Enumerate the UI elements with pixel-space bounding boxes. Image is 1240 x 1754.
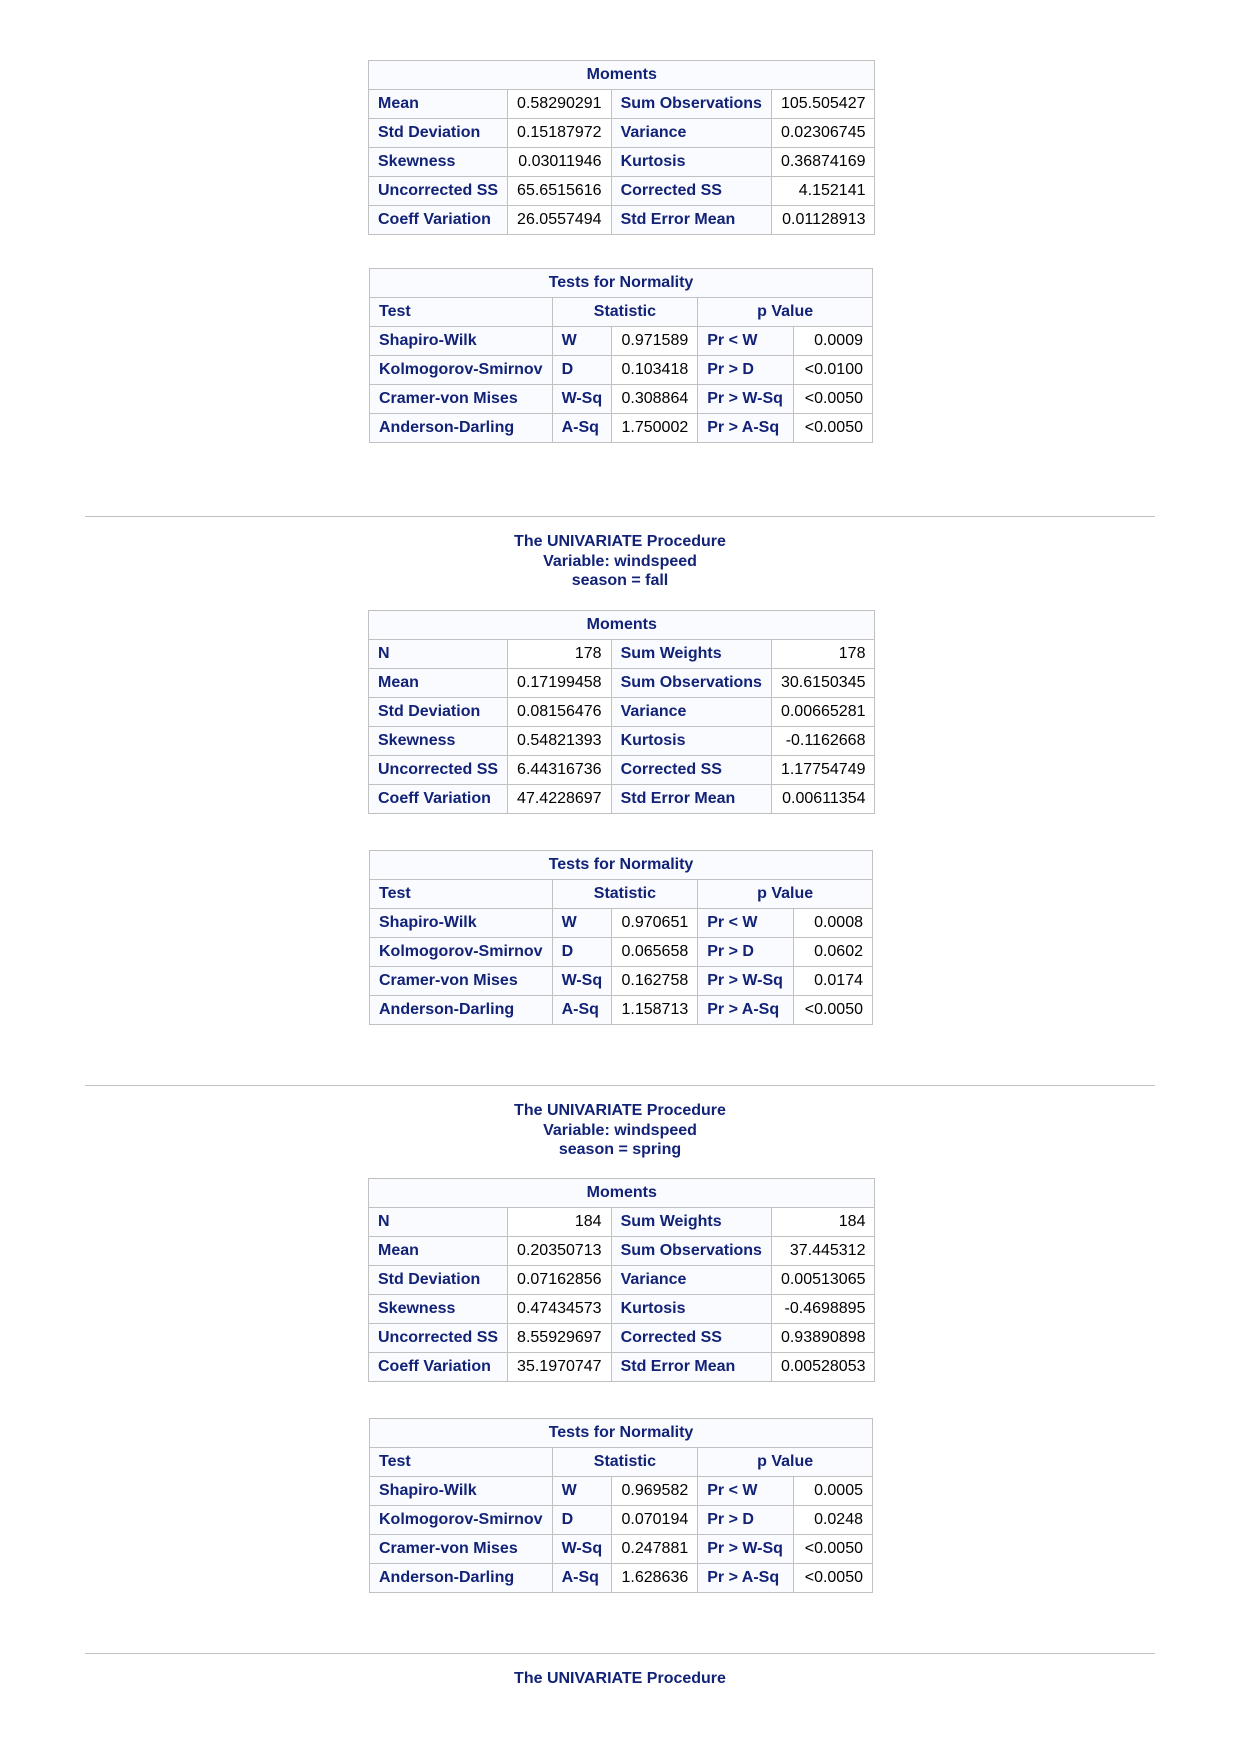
stat-symbol: W: [552, 327, 612, 356]
table-row: [370, 909, 873, 938]
table-row: [370, 1477, 873, 1506]
row-label: Corrected SS: [611, 1324, 771, 1353]
col-header-test: Test: [370, 298, 553, 327]
table-row: [369, 1353, 875, 1382]
p-label: Pr > A-Sq: [698, 1564, 793, 1593]
table-row: [369, 1208, 875, 1237]
p-value: <0.0100: [793, 356, 872, 385]
p-label: Pr > A-Sq: [698, 414, 793, 443]
table-header-row: [370, 1448, 873, 1477]
p-label: Pr > W-Sq: [698, 385, 793, 414]
procedure-title: The UNIVARIATE Procedure: [514, 1670, 726, 1687]
normality-table: [369, 1418, 873, 1593]
row-value: 0.47434573: [508, 1295, 612, 1324]
row-value: 1.17754749: [771, 756, 875, 785]
table-row: [369, 1266, 875, 1295]
stat-value: 0.969582: [612, 1477, 698, 1506]
test-name: Anderson-Darling: [370, 414, 553, 443]
row-value: 178: [771, 640, 875, 669]
stat-value: 0.247881: [612, 1535, 698, 1564]
p-value: 0.0248: [793, 1506, 872, 1535]
row-value: 0.01128913: [771, 206, 875, 235]
row-value: 47.4228697: [508, 785, 612, 814]
normality-table: [369, 268, 873, 443]
p-label: Pr > D: [698, 356, 793, 385]
row-value: 37.445312: [771, 1237, 875, 1266]
row-value: 0.00513065: [771, 1266, 875, 1295]
row-value: 26.0557494: [508, 206, 612, 235]
group-title: season = fall: [571, 572, 669, 589]
table-header-row: [370, 880, 873, 909]
row-value: 8.55929697: [508, 1324, 612, 1353]
p-value: 0.0174: [793, 967, 872, 996]
row-label: Std Deviation: [369, 1266, 508, 1295]
page-divider: [85, 516, 1155, 517]
stat-value: 0.070194: [612, 1506, 698, 1535]
table-row: [369, 206, 875, 235]
row-value: 184: [771, 1208, 875, 1237]
test-name: Kolmogorov-Smirnov: [370, 938, 553, 967]
row-label: Variance: [611, 698, 771, 727]
row-value: 0.03011946: [508, 148, 612, 177]
p-label: Pr > W-Sq: [698, 967, 793, 996]
moments-table: [368, 610, 875, 814]
stat-value: 0.065658: [612, 938, 698, 967]
table-row: [369, 119, 875, 148]
row-label: Coeff Variation: [369, 1353, 508, 1382]
table-row: [369, 1237, 875, 1266]
test-name: Kolmogorov-Smirnov: [370, 1506, 553, 1535]
table-row: [370, 414, 873, 443]
table-header-row: [370, 298, 873, 327]
test-name: Cramer-von Mises: [370, 1535, 553, 1564]
p-value: 0.0005: [793, 1477, 872, 1506]
row-label: Uncorrected SS: [369, 1324, 508, 1353]
test-name: Cramer-von Mises: [370, 385, 553, 414]
p-value: 0.0602: [793, 938, 872, 967]
table-row: [369, 756, 875, 785]
stat-value: 0.970651: [612, 909, 698, 938]
stat-symbol: W-Sq: [552, 967, 612, 996]
row-value: 4.152141: [771, 177, 875, 206]
row-label: Corrected SS: [611, 756, 771, 785]
stat-symbol: W-Sq: [552, 1535, 612, 1564]
stat-symbol: D: [552, 938, 612, 967]
normality-table: [369, 850, 873, 1025]
row-value: -0.4698895: [771, 1295, 875, 1324]
table-row: [370, 327, 873, 356]
col-header-test: Test: [370, 1448, 553, 1477]
p-label: Pr > D: [698, 938, 793, 967]
row-label: Skewness: [369, 1295, 508, 1324]
row-value: 0.02306745: [771, 119, 875, 148]
col-header-statistic: Statistic: [552, 298, 698, 327]
table-row: [369, 698, 875, 727]
row-label: Variance: [611, 1266, 771, 1295]
table-row: [369, 90, 875, 119]
row-value: 0.58290291: [508, 90, 612, 119]
stat-symbol: W: [552, 1477, 612, 1506]
p-value: <0.0050: [793, 385, 872, 414]
stat-value: 1.628636: [612, 1564, 698, 1593]
test-name: Anderson-Darling: [370, 996, 553, 1025]
col-header-statistic: Statistic: [552, 880, 698, 909]
table-row: [370, 1564, 873, 1593]
table-row: [370, 1535, 873, 1564]
row-label: Mean: [369, 1237, 508, 1266]
test-name: Cramer-von Mises: [370, 967, 553, 996]
row-label: Mean: [369, 90, 508, 119]
moments-caption: Moments: [369, 61, 875, 90]
row-label: Kurtosis: [611, 148, 771, 177]
test-name: Anderson-Darling: [370, 1564, 553, 1593]
row-label: Mean: [369, 669, 508, 698]
p-value: <0.0050: [793, 1564, 872, 1593]
row-label: Sum Observations: [611, 669, 771, 698]
stat-symbol: W: [552, 909, 612, 938]
stat-symbol: A-Sq: [552, 414, 612, 443]
p-value: 0.0008: [793, 909, 872, 938]
row-label: Std Error Mean: [611, 1353, 771, 1382]
row-label: N: [369, 1208, 508, 1237]
row-label: Corrected SS: [611, 177, 771, 206]
stat-symbol: D: [552, 1506, 612, 1535]
table-row: [370, 967, 873, 996]
row-value: 0.15187972: [508, 119, 612, 148]
row-value: 0.20350713: [508, 1237, 612, 1266]
table-row: [369, 1295, 875, 1324]
stat-symbol: W-Sq: [552, 385, 612, 414]
p-label: Pr > A-Sq: [698, 996, 793, 1025]
stat-symbol: A-Sq: [552, 1564, 612, 1593]
row-label: Sum Observations: [611, 1237, 771, 1266]
row-label: Kurtosis: [611, 1295, 771, 1324]
table-row: [370, 356, 873, 385]
col-header-pvalue: p Value: [698, 298, 873, 327]
table-row: [369, 148, 875, 177]
moments-caption: Moments: [369, 1179, 875, 1208]
row-value: 0.00528053: [771, 1353, 875, 1382]
stat-value: 1.750002: [612, 414, 698, 443]
table-row: [369, 785, 875, 814]
moments-table: [368, 1178, 875, 1382]
row-value: 0.17199458: [508, 669, 612, 698]
row-value: 0.07162856: [508, 1266, 612, 1295]
page-divider: [85, 1085, 1155, 1086]
stat-value: 1.158713: [612, 996, 698, 1025]
col-header-pvalue: p Value: [698, 880, 873, 909]
test-name: Shapiro-Wilk: [370, 327, 553, 356]
normality-caption: Tests for Normality: [370, 269, 873, 298]
p-label: Pr > W-Sq: [698, 1535, 793, 1564]
moments-table: [368, 60, 875, 235]
stat-value: 0.103418: [612, 356, 698, 385]
variable-title: Variable: windspeed: [543, 1122, 697, 1139]
row-label: Coeff Variation: [369, 206, 508, 235]
row-value: 0.54821393: [508, 727, 612, 756]
row-value: 0.00665281: [771, 698, 875, 727]
table-row: [369, 1324, 875, 1353]
row-label: Sum Weights: [611, 1208, 771, 1237]
row-label: Kurtosis: [611, 727, 771, 756]
page-divider: [85, 1653, 1155, 1654]
row-label: Skewness: [369, 148, 508, 177]
col-header-pvalue: p Value: [698, 1448, 873, 1477]
row-value: 0.00611354: [771, 785, 875, 814]
table-row: [370, 996, 873, 1025]
row-label: Uncorrected SS: [369, 177, 508, 206]
col-header-test: Test: [370, 880, 553, 909]
row-value: 0.36874169: [771, 148, 875, 177]
variable-title: Variable: windspeed: [543, 553, 697, 570]
row-label: Coeff Variation: [369, 785, 508, 814]
p-value: <0.0050: [793, 996, 872, 1025]
p-label: Pr < W: [698, 1477, 793, 1506]
normality-caption: Tests for Normality: [370, 851, 873, 880]
procedure-title: The UNIVARIATE Procedure: [514, 533, 726, 550]
row-label: N: [369, 640, 508, 669]
table-row: [369, 727, 875, 756]
row-value: 105.505427: [771, 90, 875, 119]
p-label: Pr > D: [698, 1506, 793, 1535]
table-row: [370, 1506, 873, 1535]
p-value: <0.0050: [793, 1535, 872, 1564]
test-name: Shapiro-Wilk: [370, 909, 553, 938]
row-value: 6.44316736: [508, 756, 612, 785]
table-row: [370, 938, 873, 967]
normality-caption: Tests for Normality: [370, 1419, 873, 1448]
table-row: [369, 640, 875, 669]
procedure-title: The UNIVARIATE Procedure: [514, 1102, 726, 1119]
table-row: [369, 177, 875, 206]
stat-symbol: D: [552, 356, 612, 385]
row-value: 30.6150345: [771, 669, 875, 698]
p-value: 0.0009: [793, 327, 872, 356]
stat-value: 0.308864: [612, 385, 698, 414]
group-title: season = spring: [558, 1141, 682, 1158]
table-row: [370, 385, 873, 414]
row-value: -0.1162668: [771, 727, 875, 756]
test-name: Kolmogorov-Smirnov: [370, 356, 553, 385]
row-value: 35.1970747: [508, 1353, 612, 1382]
p-value: <0.0050: [793, 414, 872, 443]
stat-symbol: A-Sq: [552, 996, 612, 1025]
row-label: Std Deviation: [369, 119, 508, 148]
row-value: 0.93890898: [771, 1324, 875, 1353]
row-value: 184: [508, 1208, 612, 1237]
row-label: Std Error Mean: [611, 206, 771, 235]
p-label: Pr < W: [698, 909, 793, 938]
row-value: 178: [508, 640, 612, 669]
row-label: Skewness: [369, 727, 508, 756]
test-name: Shapiro-Wilk: [370, 1477, 553, 1506]
row-label: Variance: [611, 119, 771, 148]
row-value: 0.08156476: [508, 698, 612, 727]
stat-value: 0.162758: [612, 967, 698, 996]
row-value: 65.6515616: [508, 177, 612, 206]
p-label: Pr < W: [698, 327, 793, 356]
moments-caption: Moments: [369, 611, 875, 640]
table-row: [369, 669, 875, 698]
row-label: Sum Weights: [611, 640, 771, 669]
stat-value: 0.971589: [612, 327, 698, 356]
row-label: Std Deviation: [369, 698, 508, 727]
col-header-statistic: Statistic: [552, 1448, 698, 1477]
row-label: Std Error Mean: [611, 785, 771, 814]
row-label: Sum Observations: [611, 90, 771, 119]
row-label: Uncorrected SS: [369, 756, 508, 785]
